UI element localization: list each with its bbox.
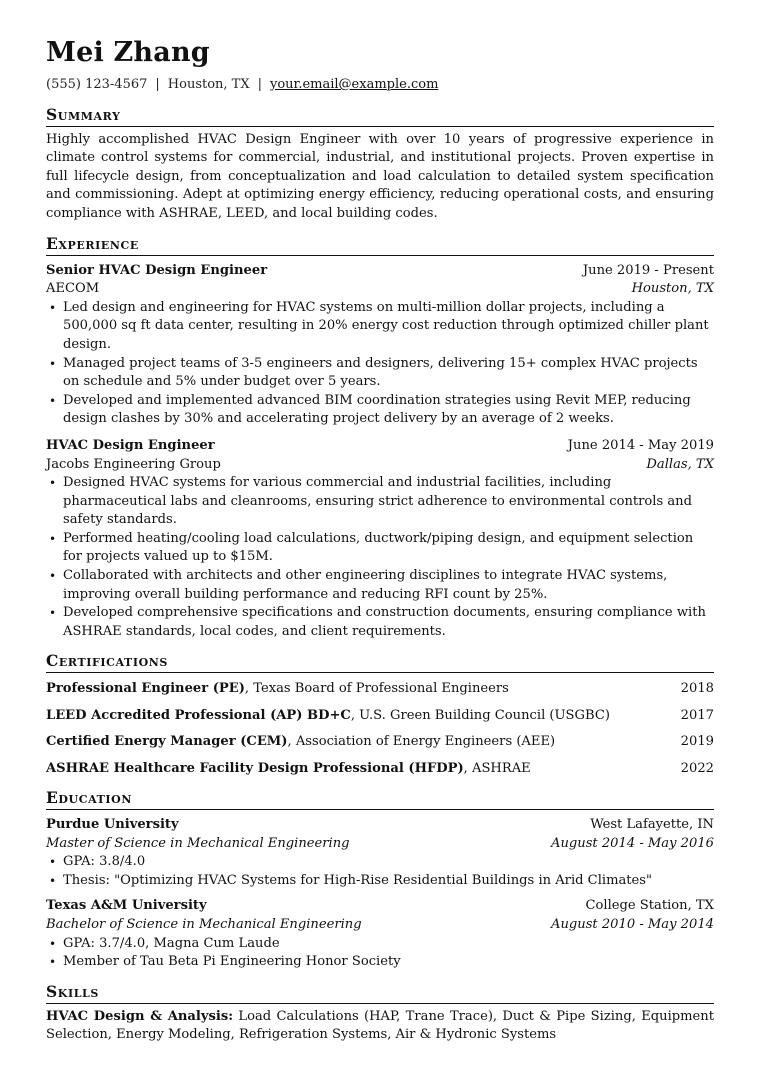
education-section xyxy=(46,788,714,972)
list-item: • GPA: 3.7/4.0, Magna Cum Laude xyxy=(46,935,714,954)
school-row xyxy=(46,816,714,835)
education-bullets xyxy=(46,853,714,890)
certification-text xyxy=(46,706,610,725)
contact-separator: | xyxy=(257,77,262,92)
candidate-name: Mei Zhang xyxy=(46,37,210,68)
certification-row xyxy=(46,706,714,725)
certifications-heading: Certifications xyxy=(46,651,714,673)
education-entry xyxy=(46,897,714,971)
school-location: West Lafayette, IN xyxy=(590,816,714,832)
job-company: AECOM xyxy=(46,281,100,297)
job-company-row xyxy=(46,280,714,299)
certification-year: 2022 xyxy=(680,760,714,776)
job-title: HVAC Design Engineer xyxy=(46,437,215,453)
certification-year: 2017 xyxy=(680,707,714,723)
list-item: • Developed comprehensive specifications and construction documents, ensuring compliance with ASHRAE standards, local codes, and client requirements. xyxy=(46,604,714,641)
certification-text xyxy=(46,679,509,698)
degree-row xyxy=(46,835,714,854)
location: Houston, TX xyxy=(167,77,250,92)
job-title: Senior HVAC Design Engineer xyxy=(46,262,268,278)
certification-name: Professional Engineer (PE) xyxy=(46,681,245,697)
summary-section xyxy=(46,105,714,224)
experience-list xyxy=(46,256,714,642)
certifications-list xyxy=(46,673,714,778)
certification-row xyxy=(46,732,714,751)
degree-dates: August 2010 - May 2014 xyxy=(550,916,714,932)
degree-row xyxy=(46,916,714,935)
education-bullets xyxy=(46,935,714,972)
school-name: Purdue University xyxy=(46,816,179,832)
job-location: Houston, TX xyxy=(631,281,714,297)
list-item: • Performed heating/cooling load calculations, ductwork/piping design, and equipment selection for projects valued up to $15M. xyxy=(46,530,714,567)
certification-year: 2019 xyxy=(680,734,714,750)
education-list xyxy=(46,810,714,972)
contact-separator: | xyxy=(155,77,160,92)
summary-text: Highly accomplished HVAC Design Engineer with over 10 years of progressive experience in climate control systems for commercial, industrial, and institutional projects. Proven expertise in full lifecycle design, from conceptualization and load calculation to detailed system specification and commissioning. Adept at optimizing energy efficiency, reducing operational costs, and ensuring compliance with ASHRAE, LEED, and local building codes. xyxy=(46,131,714,221)
job-location: Dallas, TX xyxy=(646,456,714,472)
certification-text xyxy=(46,759,531,778)
job-bullets xyxy=(46,474,714,641)
job-entry xyxy=(46,262,714,429)
list-item: • Member of Tau Beta Pi Engineering Honor Society xyxy=(46,953,714,972)
list-item: • Thesis: "Optimizing HVAC Systems for High-Rise Residential Buildings in Arid Climates" xyxy=(46,872,714,891)
education-entry xyxy=(46,816,714,890)
certification-name: ASHRAE Healthcare Facility Design Professional (HFDP) xyxy=(46,760,464,776)
certification-name: LEED Accredited Professional (AP) BD+C xyxy=(46,707,351,723)
certification-year: 2018 xyxy=(680,681,714,697)
job-bullets xyxy=(46,299,714,429)
list-item: • Developed and implemented advanced BIM coordination strategies using Revit MEP, reducing design clashes by 30% and accelerating project delivery by an average of 2 weeks. xyxy=(46,392,714,429)
job-entry xyxy=(46,437,714,642)
skills-text xyxy=(46,1004,714,1045)
certification-row xyxy=(46,679,714,698)
phone-number: (555) 123-4567 xyxy=(46,77,148,92)
degree-name: Bachelor of Science in Mechanical Engineering xyxy=(46,916,362,932)
list-item: • GPA: 3.8/4.0 xyxy=(46,853,714,872)
job-company: Jacobs Engineering Group xyxy=(46,456,221,472)
certification-issuer: , ASHRAE xyxy=(463,760,531,776)
skills-label: HVAC Design & Analysis: xyxy=(46,1008,234,1024)
job-dates: June 2014 - May 2019 xyxy=(567,437,714,453)
list-item: • Led design and engineering for HVAC systems on multi-million dollar projects, including a 500,000 sq ft data center, resulting in 20% energy cost reduction through optimized chiller plant design. xyxy=(46,299,714,355)
certification-issuer: , Association of Energy Engineers (AEE) xyxy=(287,734,556,750)
education-heading: Education xyxy=(46,788,714,810)
job-dates: June 2019 - Present xyxy=(582,262,714,278)
job-title-row xyxy=(46,262,714,281)
job-company-row xyxy=(46,456,714,475)
certifications-section xyxy=(46,651,714,778)
skills-section xyxy=(46,982,714,1045)
certification-name: Certified Energy Manager (CEM) xyxy=(46,734,288,750)
skills-list: Load Calculations (HAP, Trane Trace), Duct & Pipe Sizing, Equipment Selection, Energy Modeling, Refrigeration Systems, Air & Hydronic Systems xyxy=(46,1008,714,1043)
experience-section xyxy=(46,234,714,642)
contact-line xyxy=(46,76,714,95)
resume-content xyxy=(46,36,714,1045)
experience-heading: Experience xyxy=(46,234,714,256)
degree-dates: August 2014 - May 2016 xyxy=(550,835,714,851)
school-row xyxy=(46,897,714,916)
skills-heading: Skills xyxy=(46,982,714,1004)
email-link[interactable]: your.email@example.com xyxy=(270,77,439,92)
certification-issuer: , Texas Board of Professional Engineers xyxy=(244,681,509,697)
summary-heading: Summary xyxy=(46,105,714,127)
school-location: College Station, TX xyxy=(585,898,714,914)
certification-row xyxy=(46,759,714,778)
degree-name: Master of Science in Mechanical Engineering xyxy=(46,835,350,851)
list-item: • Designed HVAC systems for various commercial and industrial facilities, including pharmaceutical labs and cleanrooms, ensuring strict adherence to environmental controls and safety standards. xyxy=(46,474,714,530)
school-name: Texas A&M University xyxy=(46,898,207,914)
list-item: • Managed project teams of 3-5 engineers and designers, delivering 15+ complex HVAC projects on schedule and 5% under budget over 5 years. xyxy=(46,355,714,392)
certification-issuer: , U.S. Green Building Council (USGBC) xyxy=(350,707,610,723)
list-item: • Collaborated with architects and other engineering disciplines to integrate HVAC systems, improving overall building performance and reducing RFI count by 25%. xyxy=(46,567,714,604)
job-title-row xyxy=(46,437,714,456)
certification-text xyxy=(46,732,555,751)
